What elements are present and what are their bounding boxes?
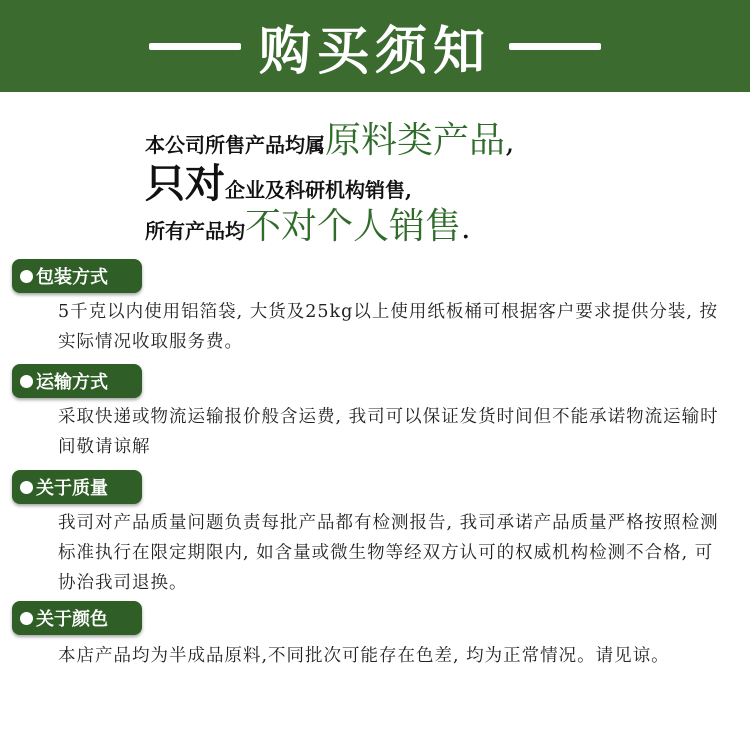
section-label-color (12, 601, 142, 635)
section-label-text: 关于颜色 (36, 609, 108, 630)
section-label-packaging (12, 259, 142, 293)
section-label-text: 运输方式 (36, 372, 108, 393)
intro-line-2-suffix: 企业及科研机构销售, (225, 178, 412, 202)
bullet-icon (20, 270, 33, 283)
intro-line-1-highlight: 原料类产品 (325, 120, 506, 161)
right-dash-decoration (509, 43, 601, 50)
section-text-color: 本店产品均为半成品原料,不同批次可能存在色差, 均为正常情况。请见谅。 (58, 646, 670, 666)
intro-line-3 (145, 198, 471, 249)
section-label-text: 关于质量 (36, 478, 108, 499)
left-dash-decoration (149, 43, 241, 50)
bullet-icon (20, 481, 33, 494)
bullet-icon (20, 375, 33, 388)
section-text-quality: 我司对产品质量问题负责每批产品都有检测报告, 我司承诺产品质量严格按照检测标准执行在限定期限内, 如含量或微生物等经双方认可的权威机构检测不合格, 可协治我司退换。 (58, 513, 719, 593)
page-title: 购买须知 (258, 20, 491, 82)
intro-line-2-highlight: 只对 (145, 160, 225, 207)
section-text-packaging: 5千克以内使用铝箔袋, 大货及25kg以上使用纸板桶可根据客户要求提供分装, 按实际情况收取服务费。 (58, 302, 718, 352)
intro-line-1-prefix: 本公司所售产品均属 (145, 133, 325, 157)
header-banner (0, 0, 750, 92)
section-label-shipping (12, 364, 142, 398)
bullet-icon (20, 612, 33, 625)
section-text-shipping: 采取快递或物流运输报价般含运费, 我司可以保证发货时间但不能承诺物流运输时间敬请谅解 (58, 407, 719, 457)
intro-line-3-highlight: 不对个人销售 (245, 206, 462, 247)
section-label-text: 包装方式 (36, 267, 108, 288)
section-label-quality (12, 470, 142, 504)
intro-line-3-suffix: . (461, 211, 471, 246)
intro-line-3-prefix: 所有产品均 (145, 219, 245, 243)
intro-line-1-suffix: , (505, 125, 515, 160)
